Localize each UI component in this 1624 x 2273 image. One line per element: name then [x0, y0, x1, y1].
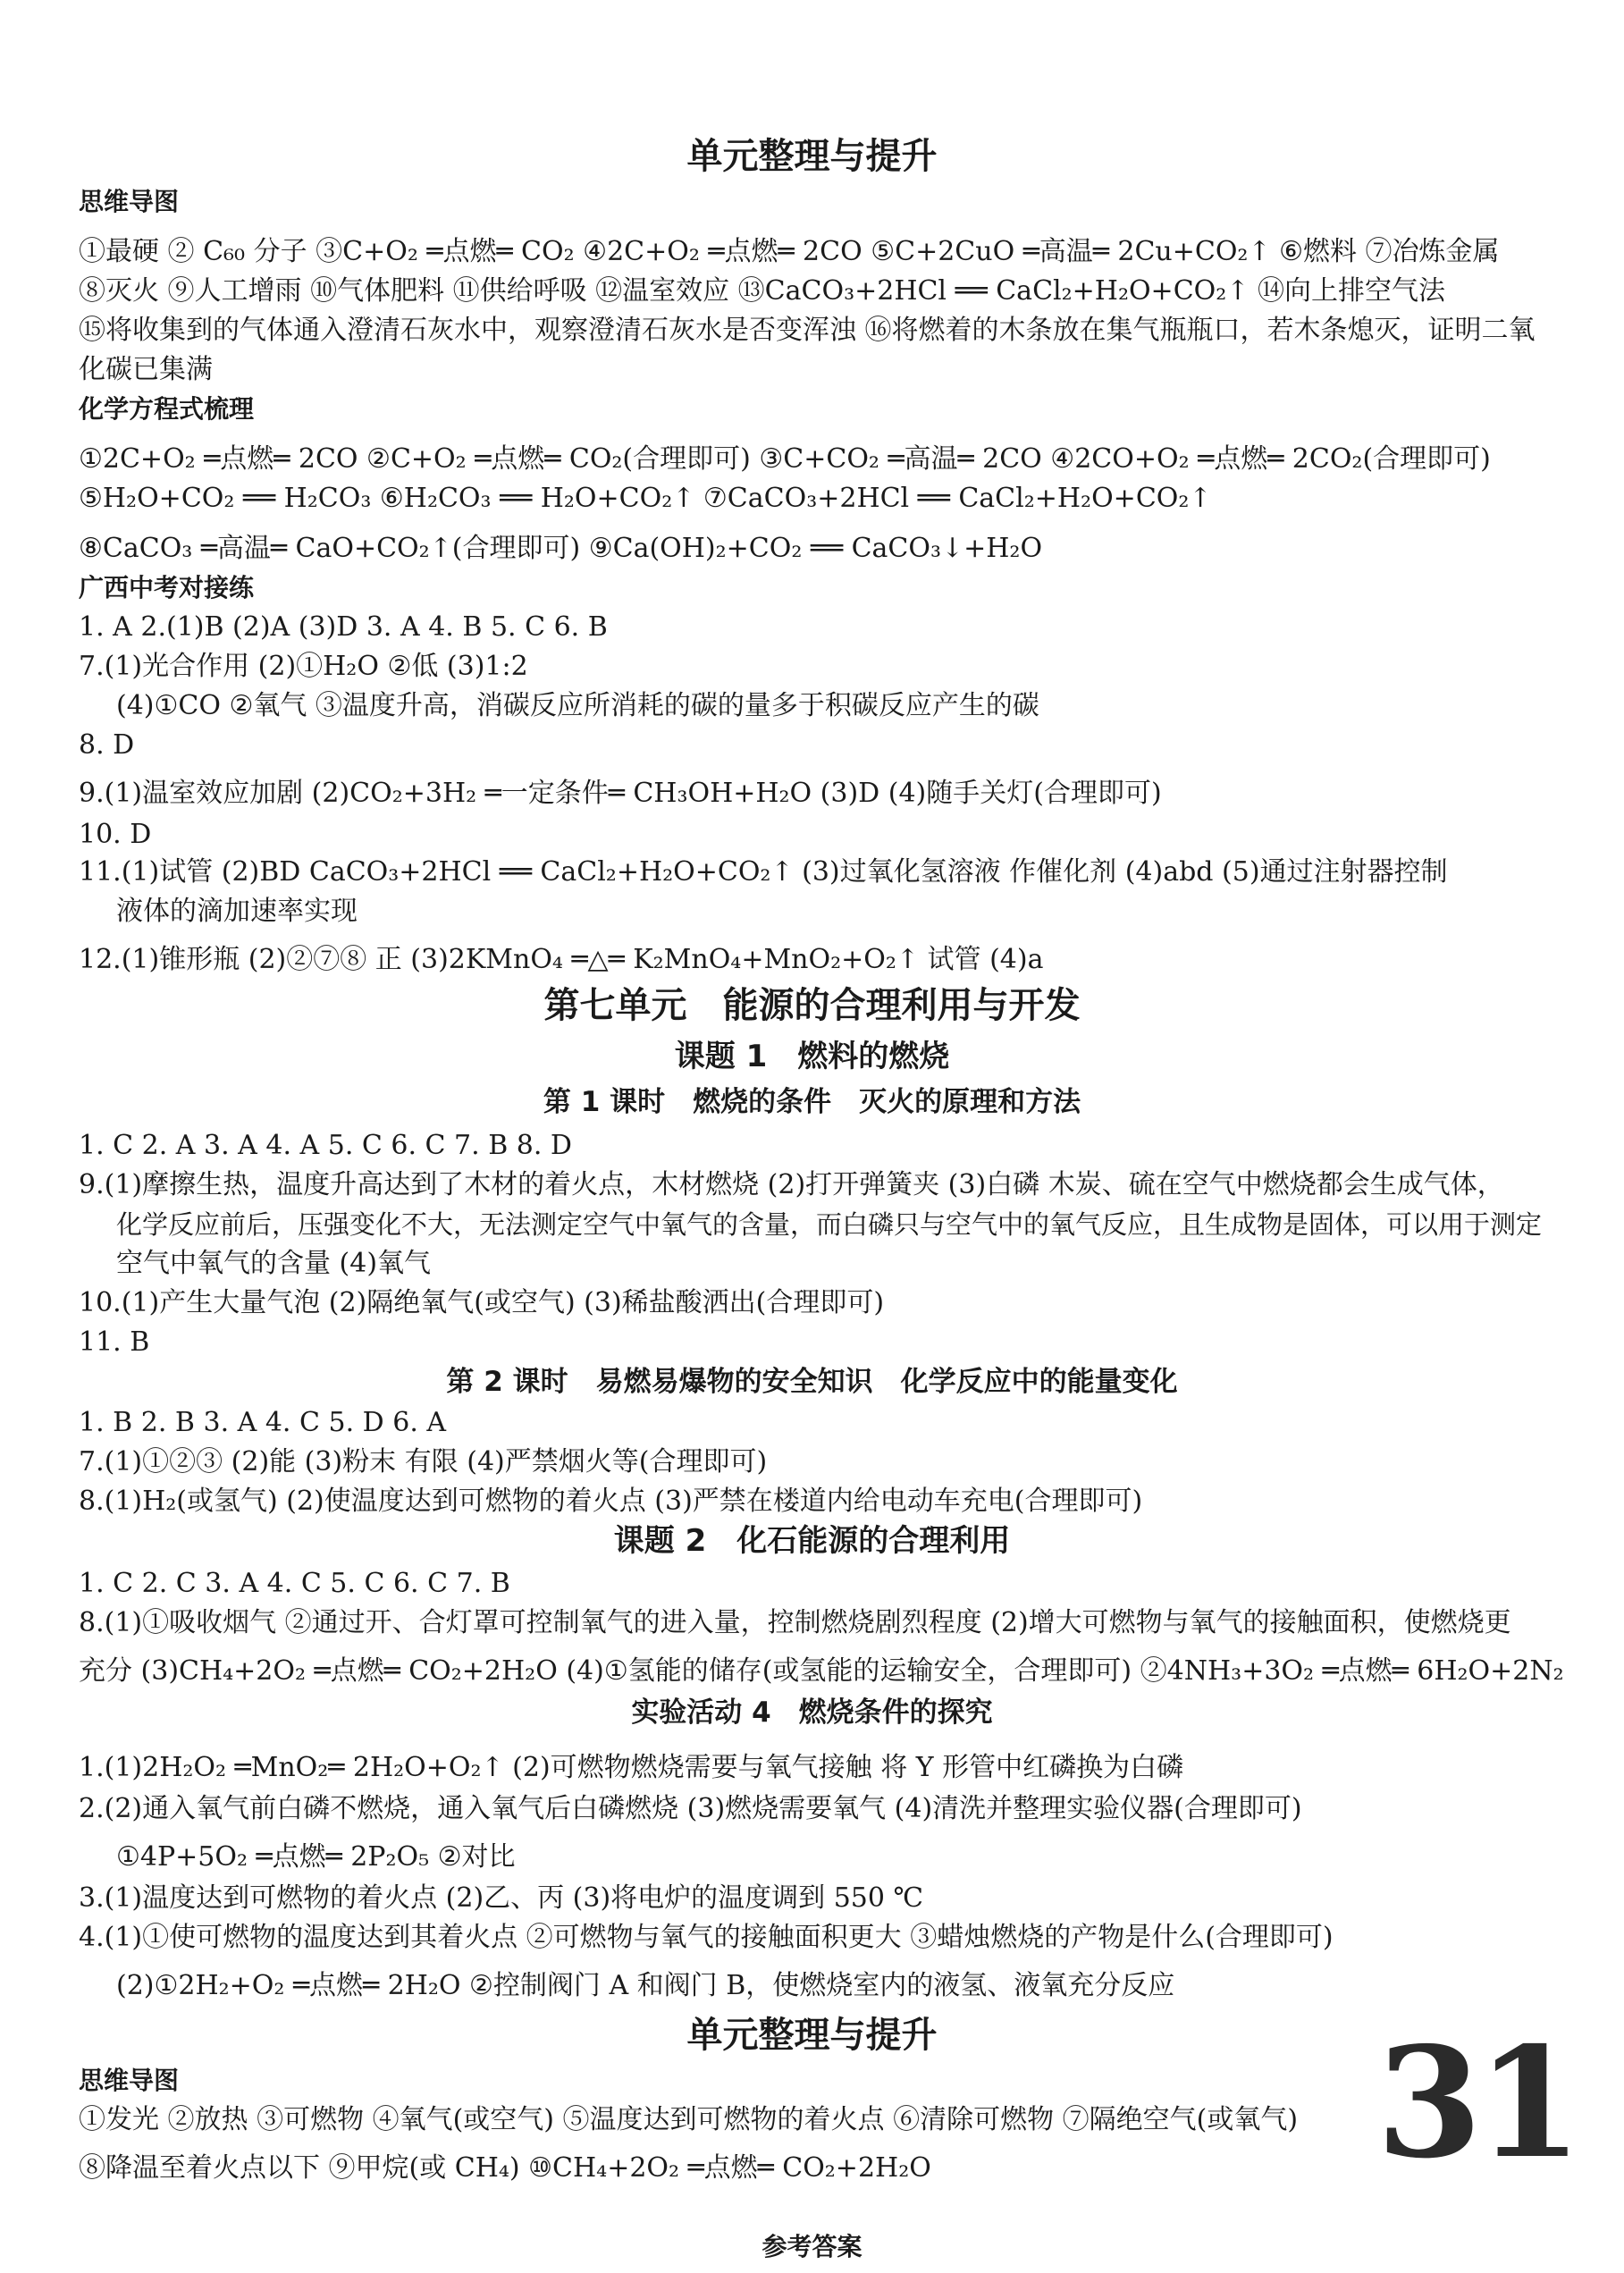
answer-line: 液体的滴加速率实现	[116, 896, 358, 927]
answer-line: 10. D	[79, 819, 152, 850]
answer-line: ⑧灭火 ⑨人工增雨 ⑩气体肥料 ⑪供给呼吸 ⑫温室效应 ⑬CaCO₃+2HCl ══ CaCl₂+H₂O+CO₂↑ ⑭向上排空气法	[79, 275, 1445, 307]
unit-title: 第七单元 能源的合理利用与开发	[543, 985, 1081, 1026]
mindmap-heading: 思维导图	[79, 187, 180, 216]
experiment-title: 实验活动 4 燃烧条件的探究	[631, 1696, 993, 1729]
answer-line: 1.(1)2H₂O₂ ═MnO₂═ 2H₂O+O₂↑ (2)可燃物燃烧需要与氧气接触 将 Y 形管中红磷换为白磷	[79, 1752, 1184, 1783]
answer-line: (2)①2H₂+O₂ ═点燃═ 2H₂O ②控制阀门 A 和阀门 B，使燃烧室内的液氢、液氧充分反应	[116, 1970, 1175, 2001]
period-title: 第 1 课时 燃烧的条件 灭火的原理和方法	[543, 1086, 1081, 1118]
answer-line: ⑧CaCO₃ ═高温═ CaO+CO₂↑(合理即可) ⑨Ca(OH)₂+CO₂ ══ CaCO₃↓+H₂O	[79, 533, 1043, 564]
guangxi-heading: 广西中考对接练	[79, 573, 255, 602]
section-title: 单元整理与提升	[686, 2015, 938, 2056]
answer-line: ①4P+5O₂ ═点燃═ 2P₂O₅ ②对比	[116, 1841, 516, 1873]
lesson-title: 课题 2 化石能源的合理利用	[613, 1523, 1011, 1559]
answer-line: 1. C 2. C 3. A 4. C 5. C 6. C 7. B	[79, 1568, 510, 1599]
page-number: 31	[1376, 2014, 1578, 2193]
answer-line: 1. A 2.(1)B (2)A (3)D 3. A 4. B 5. C 6. B	[79, 611, 608, 643]
answer-line: 7.(1)①②③ (2)能 (3)粉末 有限 (4)严禁烟火等(合理即可)	[79, 1446, 768, 1477]
answer-line: 化碳已集满	[79, 354, 213, 385]
answer-line: 空气中氧气的含量 (4)氧气	[116, 1248, 432, 1279]
answer-line: 1. B 2. B 3. A 4. C 5. D 6. A	[79, 1407, 447, 1438]
answer-line: ⑤H₂O+CO₂ ══ H₂CO₃ ⑥H₂CO₃ ══ H₂O+CO₂↑ ⑦CaCO₃+2HCl ══ CaCl₂+H₂O+CO₂↑	[79, 483, 1212, 514]
footer-label: 参考答案	[762, 2232, 862, 2261]
answer-line: 12.(1)锥形瓶 (2)②⑦⑧ 正 (3)2KMnO₄ ═△═ K₂MnO₄+MnO₂+O₂↑ 试管 (4)a	[79, 944, 1044, 975]
answer-line: 化学反应前后，压强变化不大，无法测定空气中氧气的含量，而白磷只与空气中的氧气反应，且生成物是固体，可以用于测定	[116, 1209, 1543, 1240]
period-title: 第 2 课时 易燃易爆物的安全知识 化学反应中的能量变化	[446, 1366, 1178, 1398]
answer-line: 2.(2)通入氧气前白磷不燃烧，通入氧气后白磷燃烧 (3)燃烧需要氧气 (4)清洗并整理实验仪器(合理即可)	[79, 1793, 1302, 1824]
answer-line: 8.(1)①吸收烟气 ②通过开、合灯罩可控制氧气的进入量，控制燃烧剧烈程度 (2)增大可燃物与氧气的接触面积，使燃烧更	[79, 1607, 1511, 1638]
lesson-title: 课题 1 燃料的燃烧	[674, 1039, 950, 1074]
answer-line: ①最硬 ② C₆₀ 分子 ③C+O₂ ═点燃═ CO₂ ④2C+O₂ ═点燃═ 2CO ⑤C+2CuO ═高温═ 2Cu+CO₂↑ ⑥燃料 ⑦冶炼金属	[79, 236, 1500, 267]
section-title: 单元整理与提升	[686, 136, 938, 177]
answer-line: ①2C+O₂ ═点燃═ 2CO ②C+O₂ ═点燃═ CO₂(合理即可) ③C+CO₂ ═高温═ 2CO ④2CO+O₂ ═点燃═ 2CO₂(合理即可)	[79, 443, 1491, 475]
answer-line: 11.(1)试管 (2)BD CaCO₃+2HCl ══ CaCl₂+H₂O+CO₂↑ (3)过氧化氢溶液 作催化剂 (4)abd (5)通过注射器控制	[79, 856, 1448, 888]
answer-line: (4)①CO ②氧气 ③温度升高，消碳反应所消耗的碳的量多于积碳反应产生的碳	[116, 690, 1039, 721]
answer-line: 充分 (3)CH₄+2O₂ ═点燃═ CO₂+2H₂O (4)①氢能的储存(或氢能的运输安全，合理即可) ②4NH₃+3O₂ ═点燃═ 6H₂O+2N₂	[79, 1655, 1564, 1687]
answer-line: ⑮将收集到的气体通入澄清石灰水中，观察澄清石灰水是否变浑浊 ⑯将燃着的木条放在集气瓶瓶口，若木条熄灭，证明二氧	[79, 315, 1536, 346]
answer-line: 1. C 2. A 3. A 4. A 5. C 6. C 7. B 8. D	[79, 1130, 572, 1161]
answer-line: 9.(1)摩擦生热，温度升高达到了木材的着火点，木材燃烧 (2)打开弹簧夹 (3)白磷 木炭、硫在空气中燃烧都会生成气体，	[79, 1169, 1504, 1200]
equation-heading: 化学方程式梳理	[79, 394, 255, 424]
answer-line: 3.(1)温度达到可燃物的着火点 (2)乙、丙 (3)将电炉的温度调到 550 ℃	[79, 1882, 924, 1914]
mindmap-heading: 思维导图	[79, 2066, 180, 2095]
answer-line: 11. B	[79, 1326, 150, 1358]
answer-line: 4.(1)①使可燃物的温度达到其着火点 ②可燃物与氧气的接触面积更大 ③蜡烛燃烧的产物是什么(合理即可)	[79, 1922, 1334, 1953]
answer-line: 10.(1)产生大量气泡 (2)隔绝氧气(或空气) (3)稀盐酸洒出(合理即可)	[79, 1287, 885, 1318]
answer-line: 8. D	[79, 729, 135, 761]
answer-line: 9.(1)温室效应加剧 (2)CO₂+3H₂ ═一定条件═ CH₃OH+H₂O (3)D (4)随手关灯(合理即可)	[79, 778, 1162, 809]
answer-line: 7.(1)光合作用 (2)①H₂O ②低 (3)1:2	[79, 651, 528, 682]
answer-line: ①发光 ②放热 ③可燃物 ④氧气(或空气) ⑤温度达到可燃物的着火点 ⑥清除可燃物 ⑦隔绝空气(或氧气)	[79, 2104, 1299, 2135]
answer-line: ⑧降温至着火点以下 ⑨甲烷(或 CH₄) ⑩CH₄+2O₂ ═点燃═ CO₂+2H₂O	[79, 2152, 931, 2184]
answer-line: 8.(1)H₂(或氢气) (2)使温度达到可燃物的着火点 (3)严禁在楼道内给电动车充电(合理即可)	[79, 1486, 1143, 1517]
